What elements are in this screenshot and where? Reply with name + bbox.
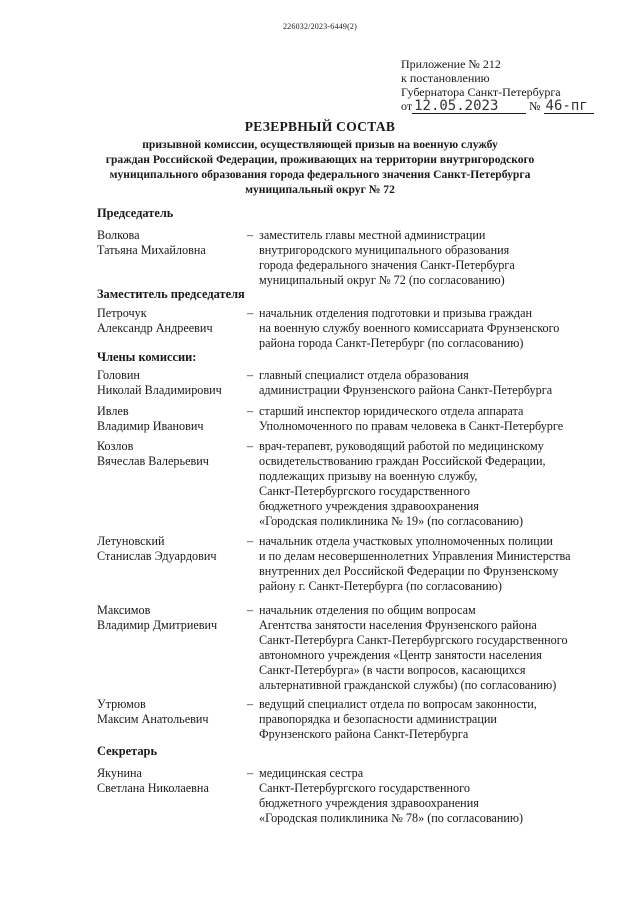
role-line: заместитель главы местной администрации: [259, 228, 486, 242]
member-role: [259, 697, 611, 742]
role-line: Фрунзенского района Санкт-Петербурга: [259, 727, 469, 741]
given-names: Максим Анатольевич: [97, 712, 209, 726]
dash-separator: –: [247, 766, 254, 780]
number-label: №: [529, 99, 541, 113]
role-line: начальник отдела участковых уполномоченных полиции: [259, 534, 553, 548]
surname: Якунина: [97, 766, 142, 780]
section-secretary: Секретарь: [97, 744, 158, 758]
role-line: бюджетного учреждения здравоохранения: [259, 499, 479, 513]
appendix-number: Приложение № 212: [401, 57, 501, 71]
surname: Козлов: [97, 439, 134, 453]
title-subtitle: [0, 137, 640, 197]
given-names: Светлана Николаевна: [97, 781, 209, 795]
role-line: начальник отделения по общим вопросам: [259, 603, 476, 617]
member-role: [259, 603, 611, 693]
surname: Максимов: [97, 603, 151, 617]
section-deputy: Заместитель председателя: [97, 287, 245, 301]
appendix-header: [401, 57, 594, 114]
member-name: [97, 766, 245, 796]
role-line: альтернативной гражданской службы) (по согласованию): [259, 678, 557, 692]
role-line: района города Санкт-Петербург (по согласованию): [259, 336, 524, 350]
role-line: автономного учреждения «Центр занятости населения: [259, 648, 542, 662]
dash-separator: –: [247, 404, 254, 418]
member-role: [259, 439, 611, 529]
member-name: [97, 534, 245, 564]
surname: Волкова: [97, 228, 140, 242]
role-line: бюджетного учреждения здравоохранения: [259, 796, 479, 810]
member-role: [259, 228, 611, 288]
subtitle-line: муниципальный округ № 72: [245, 183, 395, 196]
role-line: «Городская поликлиника № 78» (по согласованию): [259, 811, 524, 825]
given-names: Татьяна Михайловна: [97, 243, 206, 257]
member-name: [97, 603, 245, 633]
document-title: [0, 119, 640, 197]
role-line: начальник отделения подготовки и призыва граждан: [259, 306, 533, 320]
member-role: [259, 534, 611, 594]
role-line: Санкт-Петербургского государственного: [259, 484, 470, 498]
role-line: на военную службу военного комиссариата Фрунзенского: [259, 321, 560, 335]
decree-date: 12.05.2023: [412, 100, 526, 114]
dash-separator: –: [247, 439, 254, 453]
member-role: [259, 368, 611, 398]
appendix-issuer: Губернатора Санкт-Петербурга: [401, 85, 561, 99]
role-line: старший инспектор юридического отдела аппарата: [259, 404, 524, 418]
member-name: [97, 228, 245, 258]
member-role: [259, 306, 611, 351]
dash-separator: –: [247, 228, 254, 242]
role-line: району г. Санкт-Петербурга (по согласованию): [259, 579, 502, 593]
appendix-reference: к постановлению: [401, 71, 490, 85]
date-prefix: от: [401, 99, 413, 113]
decree-number: 46-пг: [544, 100, 594, 114]
role-line: правопорядка и безопасности администрации: [259, 712, 497, 726]
role-line: подлежащих призыву на военную службу,: [259, 469, 478, 483]
role-line: Санкт-Петербурга» (в части вопросов, касающихся: [259, 663, 526, 677]
given-names: Владимир Дмитриевич: [97, 618, 218, 632]
role-line: Уполномоченного по правам человека в Санкт-Петербурге: [259, 419, 564, 433]
surname: Петрочук: [97, 306, 147, 320]
subtitle-line: муниципального образования города федерального значения Санкт-Петербурга: [109, 168, 531, 181]
role-line: внутренних дел Российской Федерации по Фрунзенскому: [259, 564, 559, 578]
given-names: Владимир Иванович: [97, 419, 204, 433]
document-id: 226032/2023-6449(2): [282, 22, 357, 31]
member-name: [97, 368, 245, 398]
role-line: города федерального значения Санкт-Петербурга: [259, 258, 515, 272]
given-names: Александр Андреевич: [97, 321, 213, 335]
given-names: Станислав Эдуардович: [97, 549, 217, 563]
role-line: Агентства занятости населения Фрунзенского района: [259, 618, 537, 632]
role-line: Санкт-Петербурга Санкт-Петербургского государственного: [259, 633, 568, 647]
given-names: Вячеслав Валерьевич: [97, 454, 209, 468]
role-line: медицинская сестра: [259, 766, 364, 780]
member-name: [97, 306, 245, 336]
member-name: [97, 404, 245, 434]
dash-separator: –: [247, 534, 254, 548]
dash-separator: –: [247, 306, 254, 320]
dash-separator: –: [247, 697, 254, 711]
subtitle-line: граждан Российской Федерации, проживающих на территории внутригородского: [105, 153, 535, 166]
role-line: муниципальный округ № 72 (по согласованию): [259, 273, 505, 287]
role-line: и по делам несовершеннолетних Управления Министерства: [259, 549, 571, 563]
member-role: [259, 766, 611, 826]
section-chairman: Председатель: [97, 206, 174, 220]
surname: Летуновский: [97, 534, 165, 548]
role-line: внутригородского муниципального образования: [259, 243, 510, 257]
appendix-date-line: [401, 99, 594, 114]
member-name: [97, 697, 245, 727]
role-line: «Городская поликлиника № 19» (по согласованию): [259, 514, 524, 528]
member-role: [259, 404, 611, 434]
role-line: ведущий специалист отдела по вопросам законности,: [259, 697, 537, 711]
dash-separator: –: [247, 603, 254, 617]
given-names: Николай Владимирович: [97, 383, 222, 397]
surname: Утрюмов: [97, 697, 146, 711]
role-line: главный специалист отдела образования: [259, 368, 469, 382]
role-line: Санкт-Петербургского государственного: [259, 781, 470, 795]
role-line: администрации Фрунзенского района Санкт-Петербурга: [259, 383, 553, 397]
surname: Головин: [97, 368, 140, 382]
dash-separator: –: [247, 368, 254, 382]
role-line: врач-терапевт, руководящий работой по медицинскому: [259, 439, 544, 453]
member-name: [97, 439, 245, 469]
section-members: Члены комиссии:: [97, 350, 197, 364]
role-line: освидетельствованию граждан Российской Федерации,: [259, 454, 546, 468]
surname: Ивлев: [97, 404, 129, 418]
subtitle-line: призывной комиссии, осуществляющей призыв на военную службу: [142, 138, 498, 151]
title-main: РЕЗЕРВНЫЙ СОСТАВ: [244, 119, 396, 134]
